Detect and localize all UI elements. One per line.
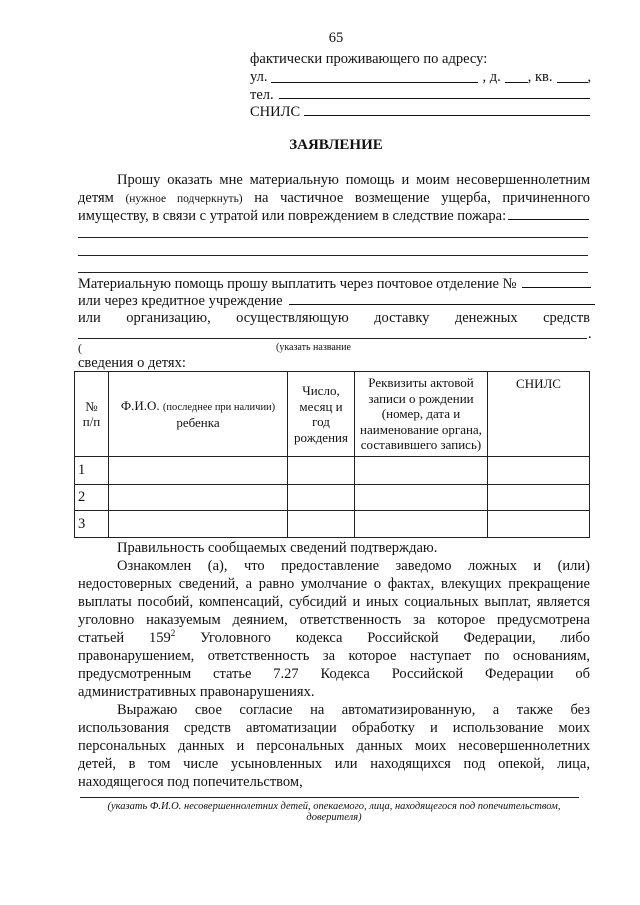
header-fio: Ф.И.О. (120, 397, 160, 413)
header-patronymic-note: (последнее при наличии) (162, 401, 276, 413)
request-line-2-start: детям (78, 190, 114, 206)
header-birth-record-line-5: составившего запись) (360, 437, 482, 453)
fire-details-blank (508, 207, 589, 220)
header-child-name-line-2: ребенка (176, 415, 220, 430)
street-line-end-comma: , (587, 69, 592, 85)
document-title: ЗАЯВЛЕНИЕ (289, 137, 383, 153)
fire-details-line-1 (78, 237, 588, 238)
row-number: 1 (75, 457, 109, 485)
header-birth-date-line-2: месяц и (299, 398, 343, 414)
article-superscript: 2 (170, 628, 176, 638)
consent-line-3: персональных данных и персональных данных моих несовершеннолетних (78, 738, 590, 754)
organization-line-period: . (588, 326, 592, 342)
header-birth-record-line-4: наименование органа, (360, 421, 482, 437)
birth-record-cell (355, 511, 488, 538)
request-line-3 (78, 207, 589, 225)
acknowledgement-line-3: выплаты пособий, компенсаций, субсидий и иных социальных выплат, является (78, 594, 590, 610)
header-birth-record (355, 372, 488, 457)
acknowledgement-article-line (78, 629, 590, 647)
row-number: 3 (75, 511, 109, 538)
birth-record-cell (355, 457, 488, 485)
header-birth-date-line-1: Число, (302, 383, 340, 398)
header-child-name-line-1 (111, 398, 285, 416)
footnote-line-2: доверителя) (306, 812, 362, 823)
birth-date-cell (288, 457, 355, 485)
child-name-cell (109, 457, 288, 485)
birth-record-cell (355, 485, 488, 511)
header-birth-date-line-3: год (312, 414, 330, 429)
post-office-number-blank (522, 275, 591, 288)
request-line-3-text: имуществу, в связи с утратой или повреждением в следствие пожара: (78, 208, 507, 224)
birth-date-cell (288, 511, 355, 538)
header-birth-record-line-3: (номер, дата и (381, 406, 461, 422)
acknowledgement-line-1: Ознакомлен (а), что предоставление заведомо ложных и (или) (117, 558, 590, 574)
organization-name-line (78, 338, 587, 339)
table-header-row (75, 372, 590, 457)
underline-choice-note: (нужное подчеркнуть) (125, 193, 243, 205)
header-number (75, 372, 109, 457)
header-birth-date-line-4: рождения (294, 429, 348, 445)
phone-label: тел. (250, 87, 274, 103)
consent-line-1: Выражаю свое согласие на автоматизированную, а также без (117, 702, 590, 718)
table-row (75, 511, 590, 538)
snils-label: СНИЛС (250, 104, 301, 120)
children-table (74, 371, 590, 538)
birth-date-cell (288, 485, 355, 511)
child-name-cell (109, 485, 288, 511)
street-line (250, 68, 591, 86)
open-parenthesis: ( (78, 341, 82, 355)
apartment-label: , кв. (527, 69, 553, 85)
table-row (75, 485, 590, 511)
acknowledgement-line-7: предусмотренным статье 7.27 Кодекса Российской Федерации об (78, 666, 590, 682)
header-birth-date (288, 372, 355, 457)
acknowledgement-line-2: недостоверных сведений, а равно умолчание о фактах, влекущих прекращение (78, 576, 590, 592)
fire-details-line-3 (78, 272, 588, 273)
credit-institution-line (78, 292, 595, 310)
apartment-blank (557, 70, 588, 83)
snils-blank (304, 103, 590, 116)
footnote-line-1: (указать Ф.И.О. несовершеннолетних детей, опекаемого, лица, находящегося под попечительством, (107, 801, 561, 812)
header-birth-record-line-1: Реквизиты актовой (368, 375, 474, 391)
article-reference: статьей 159 (78, 630, 171, 646)
header-snils: СНИЛС (488, 372, 590, 457)
article-line-rest: Уголовного кодекса Российской Федерации, либо (200, 630, 591, 646)
credit-institution-text: или через кредитное учреждение (78, 293, 283, 309)
snils-cell (488, 511, 590, 538)
acknowledgement-line-8: административных правонарушениях. (78, 684, 315, 700)
snils-cell (488, 485, 590, 511)
post-office-line (78, 275, 591, 293)
consent-line-5: находящегося под попечительством, (78, 774, 303, 790)
credit-institution-blank (289, 292, 595, 305)
fire-details-line-2 (78, 255, 588, 256)
child-name-cell (109, 511, 288, 538)
house-label: , д. (482, 69, 501, 85)
request-line-2 (78, 189, 590, 208)
residence-label: фактически проживающего по адресу: (250, 51, 488, 67)
acknowledgement-line-6: правонарушением, ответственность за которое наступает по основаниям, (78, 648, 590, 664)
row-number: 2 (75, 485, 109, 511)
children-section-label: сведения о детях: (78, 355, 186, 371)
names-fill-line (80, 797, 579, 798)
consent-line-4: детей, в том числе усыновленных или находящихся под опекой, лица, (78, 756, 590, 772)
phone-blank (279, 86, 590, 99)
request-line-1: Прошу оказать мне материальную помощь и моим несовершеннолетним (117, 172, 590, 188)
street-blank (271, 70, 478, 83)
confirmation-line: Правильность сообщаемых сведений подтверждаю. (117, 540, 438, 556)
snils-cell (488, 457, 590, 485)
phone-line (250, 86, 590, 104)
table-row (75, 457, 590, 485)
house-blank (505, 70, 528, 83)
header-number-sign: № (85, 398, 98, 414)
consent-line-2: использования средств автоматизации обработку и использование моих (78, 720, 590, 736)
street-label: ул. (250, 69, 268, 85)
post-office-text: Материальную помощь прошу выплатить через почтовое отделение № (78, 276, 517, 292)
organization-name-hint: (указать название (276, 342, 351, 353)
page-number: 65 (328, 30, 344, 46)
header-number-abbr: п/п (82, 414, 101, 429)
acknowledgement-line-4: уголовно наказуемым деянием, ответственность за которое предусмотрена (78, 612, 590, 628)
snils-line (250, 103, 590, 121)
header-birth-record-line-2: записи о рождении (368, 390, 474, 406)
organization-line: или организацию, осуществляющую доставку денежных средств (78, 310, 590, 326)
request-line-2-end: на частичное возмещение ущерба, причиненного (254, 190, 590, 206)
header-child-name (109, 372, 288, 457)
